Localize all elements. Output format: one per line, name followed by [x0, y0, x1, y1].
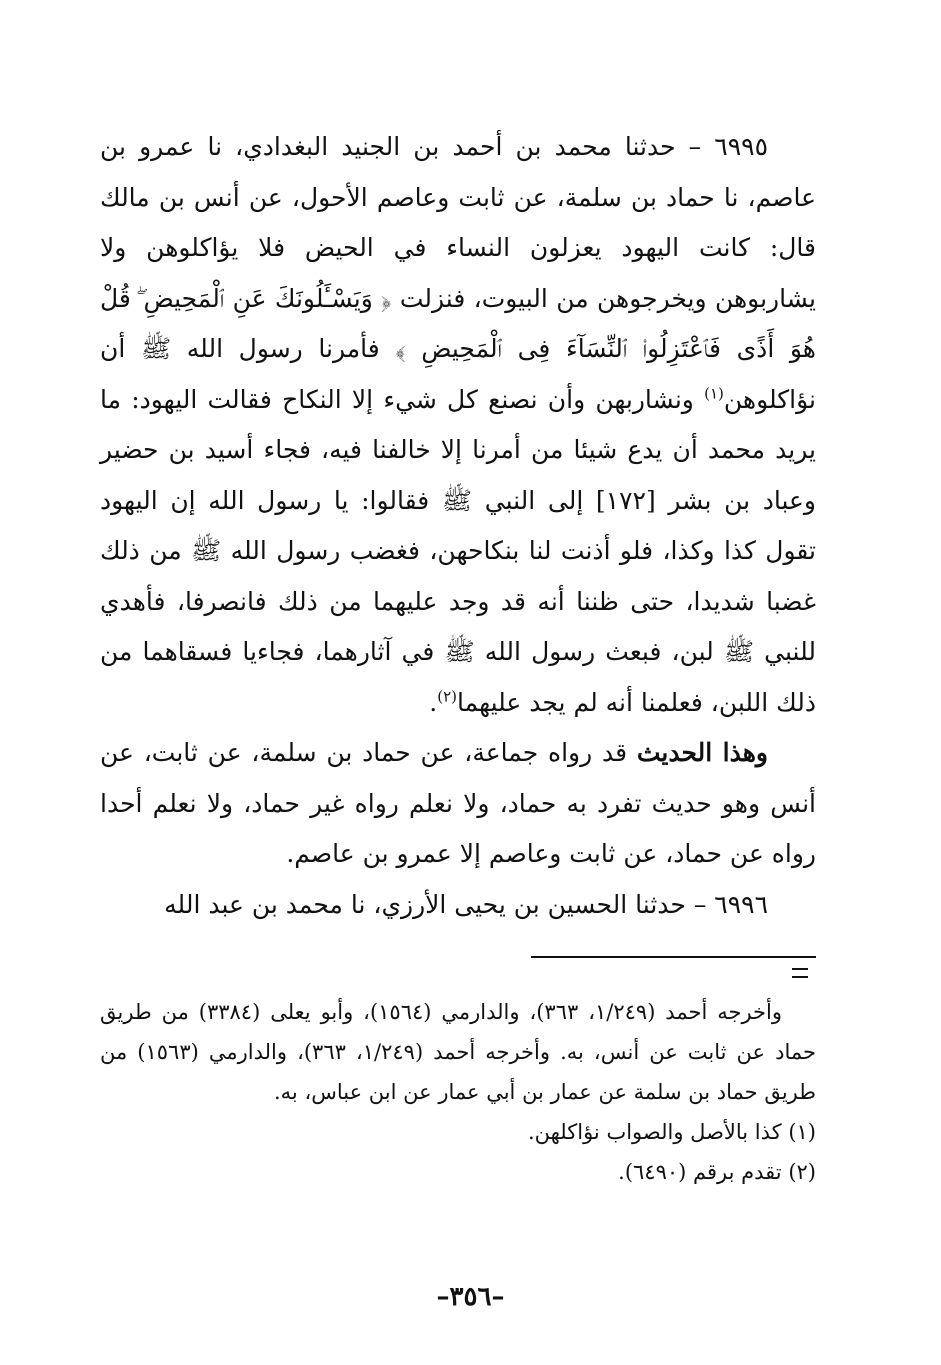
hadith-6996-text: ٦٩٩٦ – حدثنا الحسين بن يحيى الأرزي، نا محمد بن عبد الله [164, 889, 768, 919]
commentary-lead: وهذا الحديث [636, 738, 769, 767]
page-number: –٣٥٦– [436, 1282, 505, 1312]
commentary-text: قد رواه جماعة، عن حماد بن سلمة، عن ثابت، عن أنس وهو حديث تفرد به حماد، ولا نعلم رواه غير حماد، ولا نعلم أحدا رواه عن حماد، عن ثابت وعاصم إلا عمرو بن عاصم. [100, 738, 816, 868]
footnotes [100, 992, 816, 1192]
hadith-6995-text: ٦٩٩٥ – حدثنا محمد بن أحمد بن الجنيد البغدادي، نا عمرو بن عاصم، نا حماد بن سلمة، عن ثابت وعاصم الأحول، عن أنس بن مالك قال: كانت اليهود يعزلون النساء في الحيض فلا يؤاكلوهن ولا يشاربوهن ويخرجوهن من البيوت، فنزلت ﴿ وَيَسْـَٔلُونَكَ عَنِ ٱلْمَحِيضِ ۖ قُلْ هُوَ أَذًى فَٱعْتَزِلُوا۟ ٱلنِّسَآءَ فِى ٱلْمَحِيضِ ﴾ فأمرنا رسول الله ﷺ أن نؤاكلوهن [100, 132, 816, 414]
main-text [100, 122, 816, 930]
hadith-6995-continuation: ونشاربهن وأن نصنع كل شيء إلا النكاح فقالت اليهود: ما يريد محمد أن يدع شيئا من أمرنا إلا خالفنا فيه، فجاء أسيد بن حضير وعباد بن بشر [١٧٢] إلى النبي ﷺ فقالوا: يا رسول الله إن اليهود تقول كذا وكذا، فلو أذنت لنا بنكاحهن، فغضب رسول الله ﷺ من ذلك غضبا شديدا، حتى ظننا أنه قد وجد عليهما من ذلك فانصرفا، فأهدي للنبي ﷺ لبن، فبعث رسول الله ﷺ في آثارهما، فجاءيا فسقاهما من ذلك اللبن، فعلمنا أنه لم يجد عليهما [100, 384, 816, 717]
footnote-continued: وأخرجه أحمد (١/٢٤٩، ٣٦٣)، والدارمي (١٥٦٤)، وأبو يعلى (٣٣٨٤) من طريق حماد عن ثابت عن أنس، به. وأخرجه أحمد (١/٢٤٩، ٣٦٣)، والدارمي (١٥٦٣) من طريق حماد بن سلمة عن عمار بن أبي عمار عن ابن عباس، به. [100, 1000, 817, 1104]
footnote-2: (٢) تقدم برقم (٦٤٩٠). [618, 1160, 816, 1184]
footnote-ref-2: (٢) [437, 687, 457, 706]
continuation-mark [792, 968, 808, 978]
hadith-6995-end: . [429, 687, 438, 717]
commentary-paragraph [100, 728, 816, 880]
hadith-6996 [100, 880, 816, 931]
hadith-6995 [100, 122, 816, 728]
footnote-separator [531, 956, 816, 958]
footnote-ref-1: (١) [704, 384, 724, 403]
footnote-1: (١) كذا بالأصل والصواب نؤاكلهن. [527, 1120, 816, 1144]
